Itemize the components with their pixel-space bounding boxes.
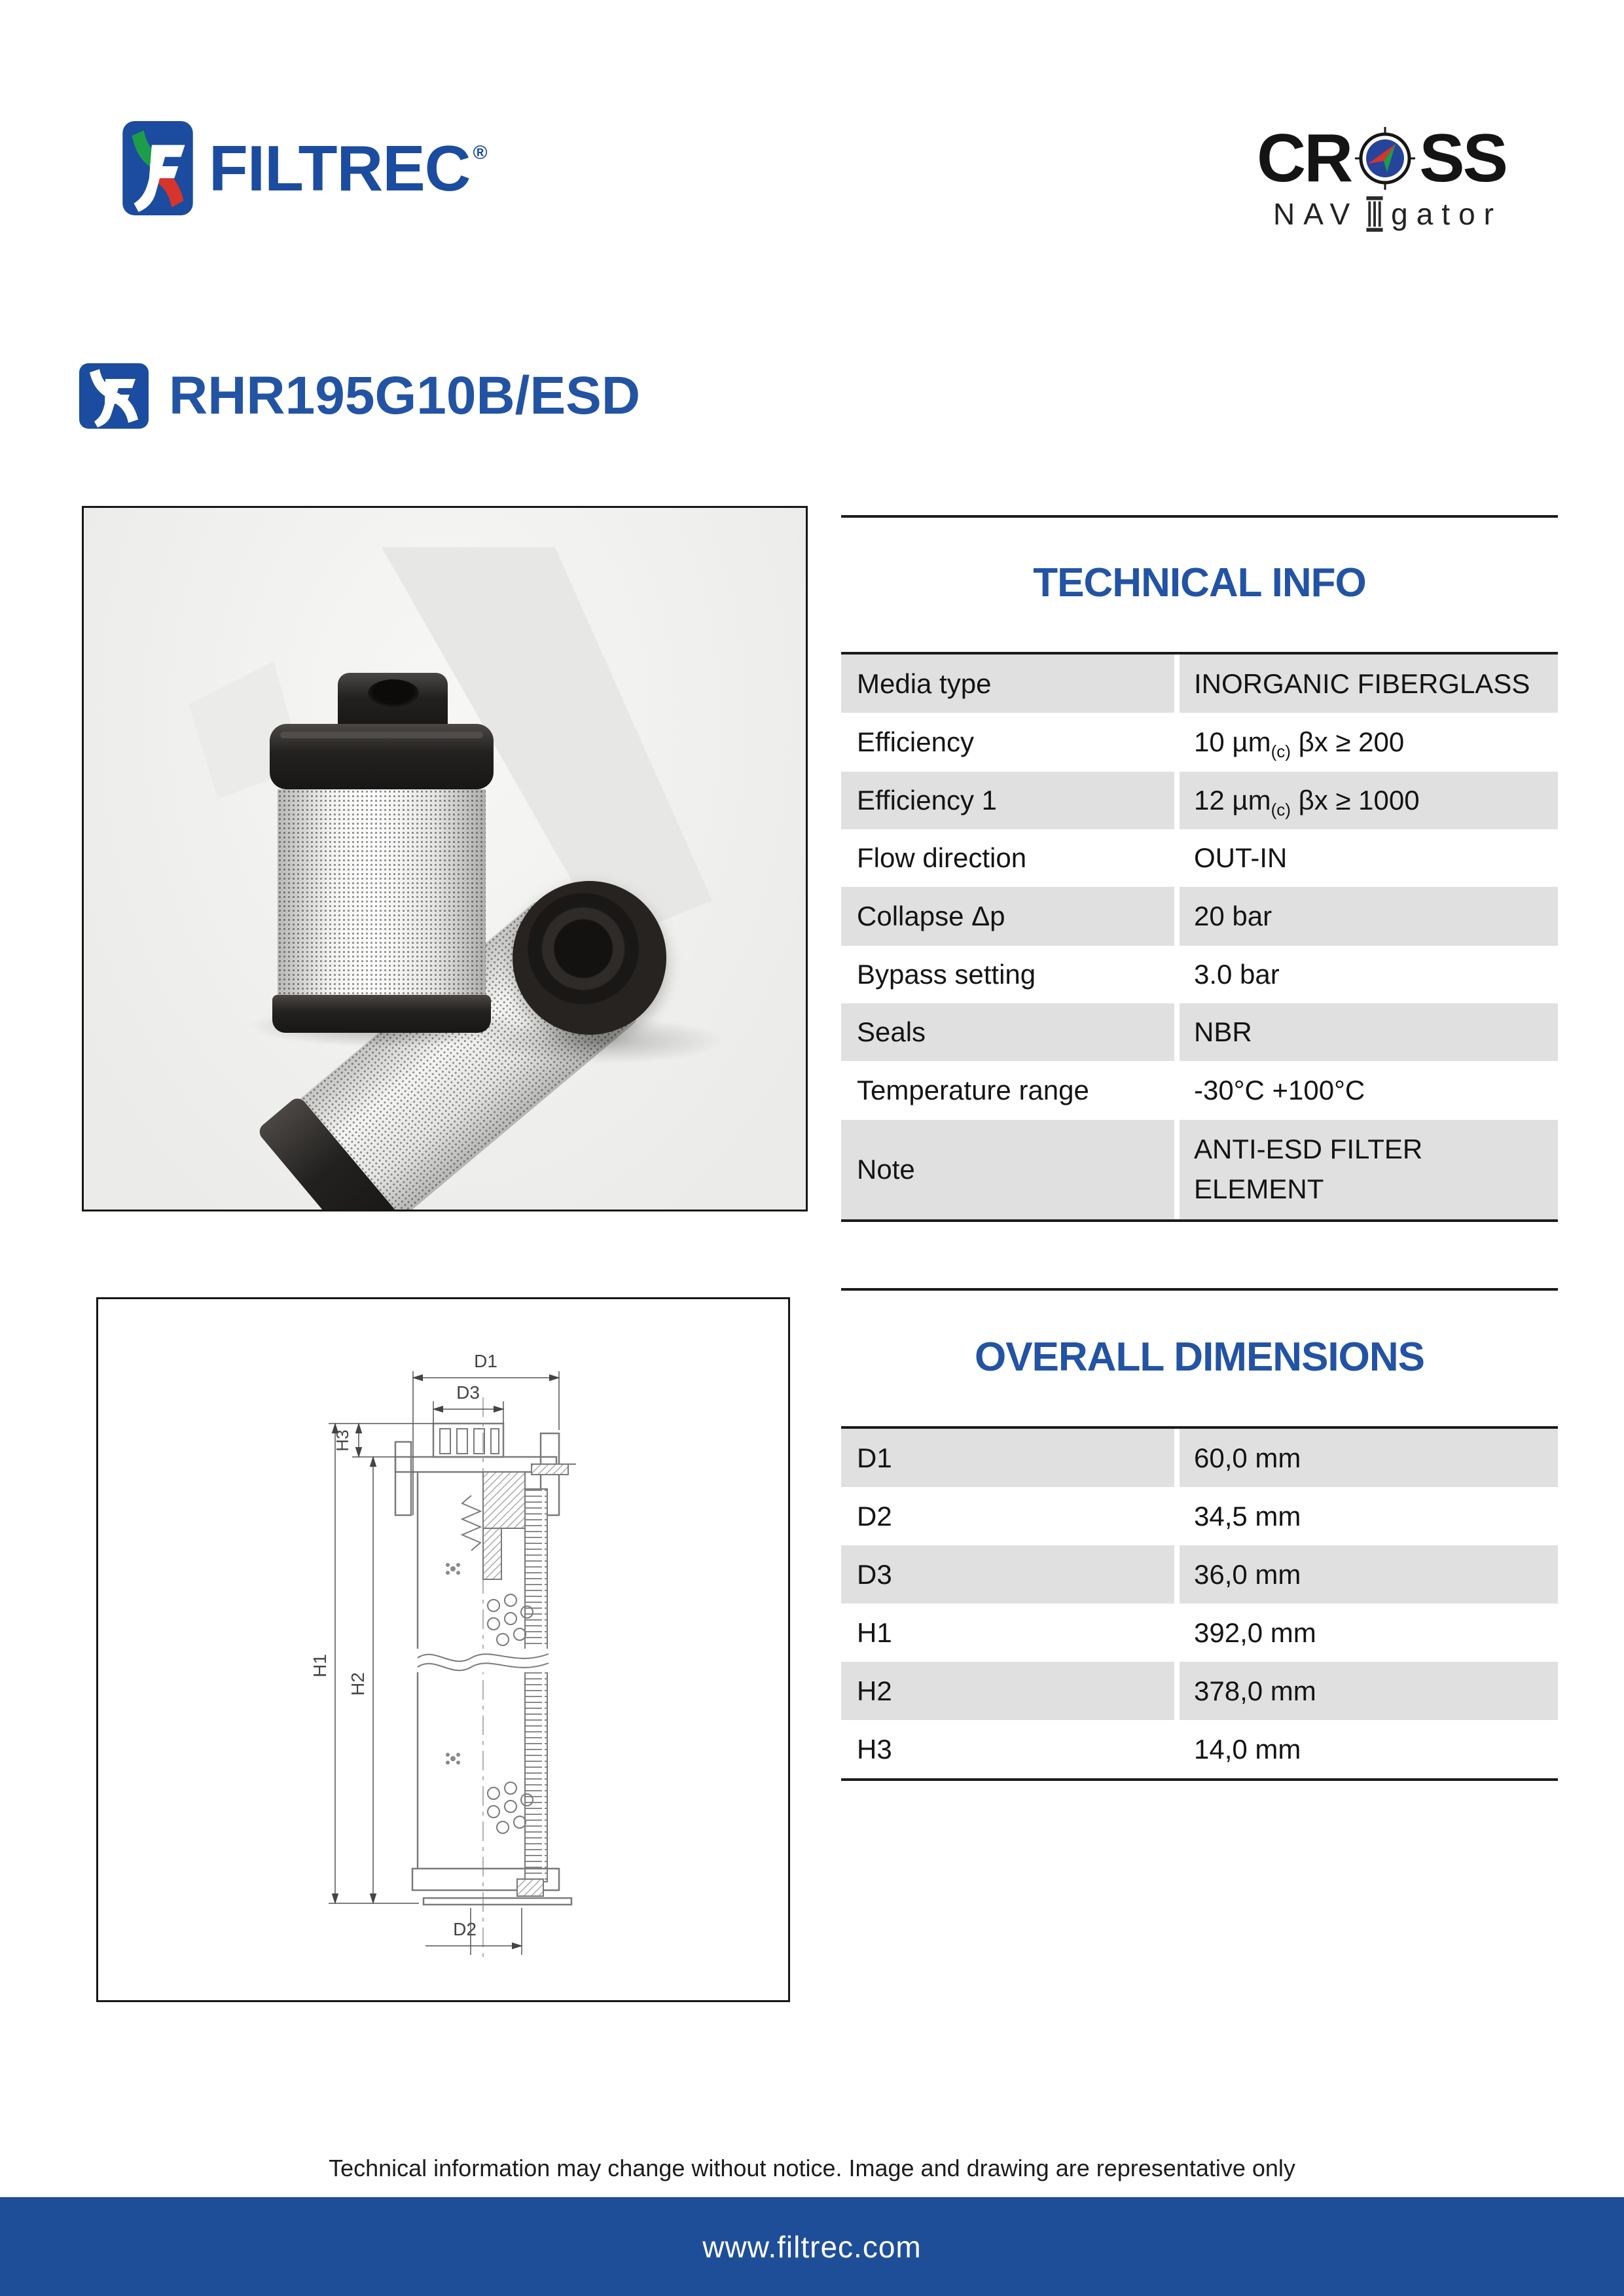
- note-value: ANTI-ESD FILTER ELEMENT: [1194, 1134, 1423, 1204]
- table-row: [841, 713, 1558, 772]
- row-label: H2: [841, 1662, 1174, 1720]
- technical-info-title: TECHNICAL INFO: [1033, 560, 1366, 605]
- cross-word-end: SS: [1419, 120, 1506, 196]
- row-value: INORGANIC FIBERGLASS: [1180, 655, 1558, 713]
- section-divider-top: [841, 515, 1558, 518]
- value-post: βx ≥ 200: [1290, 726, 1405, 757]
- row-label: Temperature range: [857, 1075, 1089, 1105]
- table-row: [841, 946, 1558, 1003]
- row-label: D3: [841, 1545, 1174, 1604]
- table-row: [841, 1545, 1558, 1604]
- cross-word-start: CR: [1257, 120, 1352, 196]
- cross-navigator-logo: [1225, 120, 1506, 233]
- row-value: 10 µm $_{(c)}$ βx ≥ 200: [1194, 726, 1405, 761]
- row-value: -30°C +100°C: [1194, 1075, 1365, 1105]
- overall-dimensions-title: OVERALL DIMENSIONS: [974, 1335, 1425, 1380]
- table-row: [841, 1604, 1558, 1662]
- row-value: 36,0 mm: [1180, 1545, 1558, 1604]
- filter-media-standing: [278, 789, 486, 996]
- dim-label-d2: D2: [453, 1919, 477, 1939]
- cross-word-row: [1225, 120, 1506, 196]
- navigator-row: [1225, 195, 1506, 233]
- row-value: 12 µm $_{(c)}$ βx ≥ 1000: [1180, 772, 1558, 829]
- column-icon: [1365, 195, 1384, 233]
- row-value: [1180, 1120, 1558, 1219]
- filtrec-logo: [121, 120, 488, 217]
- value-post: βx ≥ 1000: [1290, 785, 1420, 816]
- row-label: Media type: [841, 655, 1174, 713]
- filtrec-mark-icon: [121, 120, 194, 217]
- row-label: H3: [857, 1733, 892, 1765]
- section-divider-dimensions: [841, 1288, 1558, 1291]
- row-label: Seals: [841, 1003, 1174, 1061]
- cap-highlight: [280, 732, 483, 738]
- navigator-right: gator: [1391, 197, 1502, 231]
- overall-dimensions-table: [841, 1426, 1558, 1781]
- row-value: 3.0 bar: [1194, 959, 1280, 990]
- row-value: 34,5 mm: [1194, 1500, 1301, 1532]
- table-row: [841, 829, 1558, 887]
- table-row: [841, 1120, 1558, 1219]
- row-value: NBR: [1180, 1003, 1558, 1061]
- value-pre: 10 µm: [1194, 726, 1271, 757]
- knob-hole: [368, 679, 419, 707]
- drawing-svg: [98, 1299, 788, 2000]
- row-value: 392,0 mm: [1194, 1617, 1316, 1648]
- dim-label-h2: H2: [348, 1672, 368, 1696]
- product-photo: [82, 506, 808, 1211]
- technical-drawing: [96, 1297, 790, 2002]
- disclaimer-text: Technical information may change without notice. Image and drawing are representative only: [329, 2155, 1295, 2181]
- registered-mark: ®: [473, 141, 488, 164]
- row-value: 20 bar: [1180, 887, 1558, 946]
- bottom-cap: [272, 995, 491, 1033]
- row-value: OUT-IN: [1194, 842, 1288, 873]
- row-label: Collapse Δp: [841, 887, 1174, 946]
- table-row: [841, 1662, 1558, 1720]
- compass-icon: [1352, 126, 1418, 191]
- dim-label-d1: D1: [474, 1351, 497, 1371]
- page-title: RHR195G10B/ESD: [169, 366, 641, 425]
- dim-label-h1: H1: [310, 1654, 330, 1677]
- table-row: [841, 1061, 1558, 1120]
- row-value: 14,0 mm: [1194, 1733, 1301, 1765]
- row-label: Efficiency: [857, 726, 974, 757]
- row-label: Note: [841, 1120, 1174, 1219]
- table-row: [841, 1487, 1558, 1545]
- row-label: Flow direction: [857, 842, 1027, 873]
- filtrec-wordmark: FILTREC: [209, 132, 471, 204]
- table-row: [841, 655, 1558, 713]
- footer-bar: [0, 2197, 1624, 2296]
- table-row: [841, 1003, 1558, 1061]
- row-value: 378,0 mm: [1180, 1662, 1558, 1720]
- value-pre: 12 µm: [1194, 785, 1271, 816]
- product-mark-icon: [77, 362, 151, 430]
- table-row: [841, 772, 1558, 829]
- dim-label-d3: D3: [456, 1382, 480, 1403]
- table-row: [841, 1429, 1558, 1487]
- table-row: [841, 1720, 1558, 1778]
- row-label: D1: [841, 1429, 1174, 1487]
- row-value: 60,0 mm: [1180, 1429, 1558, 1487]
- row-label: Efficiency 1: [841, 772, 1174, 829]
- navigator-left: NAV: [1272, 197, 1359, 231]
- row-label: Bypass setting: [857, 959, 1036, 990]
- website-link[interactable]: www.filtrec.com: [702, 2229, 922, 2264]
- technical-info-table: [841, 652, 1558, 1222]
- dim-label-h3: H3: [333, 1429, 352, 1452]
- row-label: H1: [857, 1617, 892, 1648]
- filter-end-cap-ring: [513, 881, 666, 1035]
- table-row: [841, 887, 1558, 946]
- product-title-row: [77, 362, 640, 430]
- row-label: D2: [857, 1500, 892, 1532]
